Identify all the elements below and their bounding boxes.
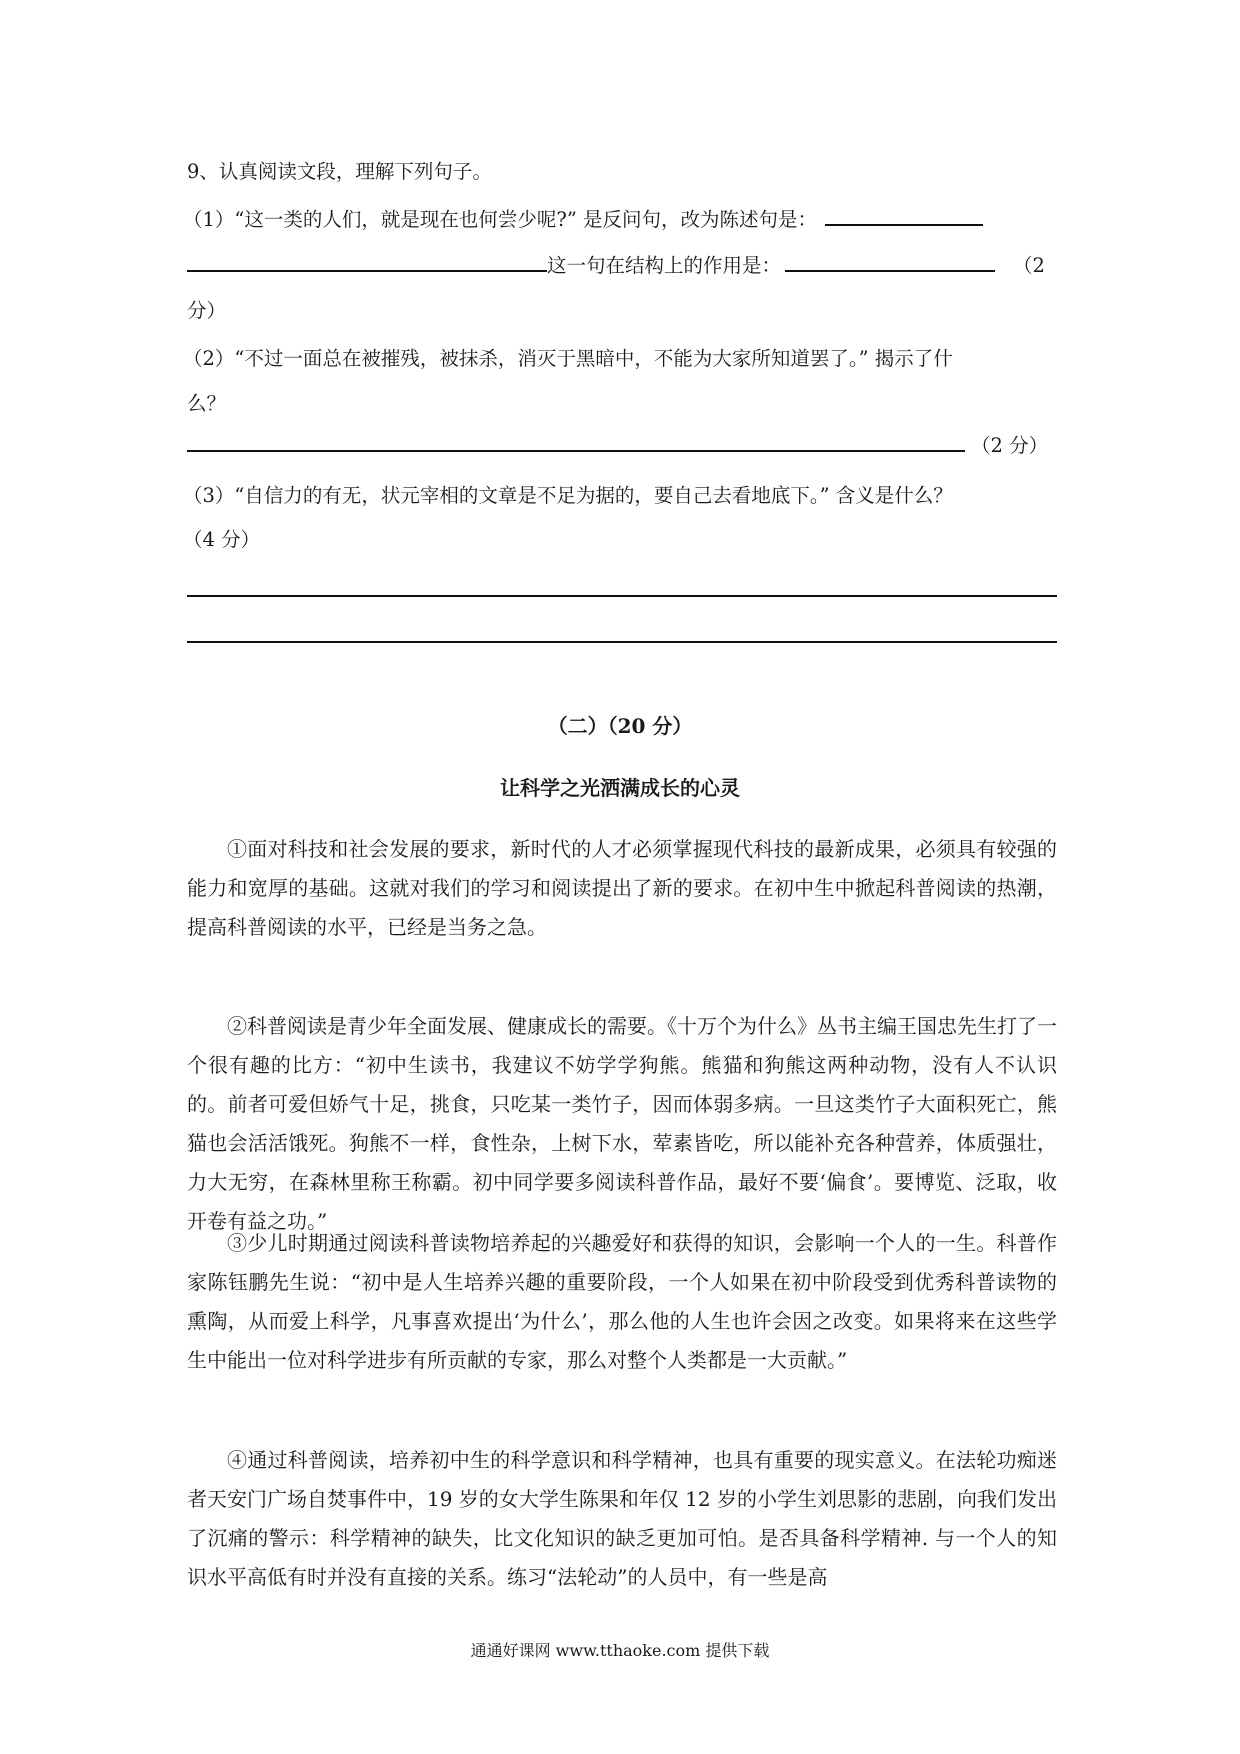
- question-9-1-score: （2: [1013, 254, 1045, 277]
- section-header: （二）（20 分）: [547, 714, 693, 738]
- answer-blank-9-1b[interactable]: [187, 252, 547, 272]
- question-9-1-structure: [187, 252, 1045, 280]
- article-title: 让科学之光洒满成长的心灵: [500, 776, 740, 800]
- paragraph-3: ③少儿时期通过阅读科普读物培养起的兴趣爱好和获得的知识，会影响一个人的一生。科普作家陈钰鹏先生说：“初中是人生培养兴趣的重要阶段，一个人如果在初中阶段受到优秀科普读物的熏陶，从而爱上科学，凡事喜欢提出‘为什么’，那么他的人生也许会因之改变。如果将来在这些学生中能出一位对科学进步有所贡献的专家，那么对整个人类都是一大贡献。”: [187, 1231, 1057, 1372]
- question-9-title: 9、认真阅读文段，理解下列句子。: [187, 160, 492, 183]
- answer-blank-9-1a[interactable]: [825, 206, 983, 226]
- question-9-1-structure-text: 这一句在结构上的作用是：: [547, 254, 782, 277]
- question-9-3-score: （4 分）: [183, 528, 261, 551]
- paragraph-4: ④通过科普阅读，培养初中生的科学意识和科学精神，也具有重要的现实意义。在法轮功痴迷者天安门广场自焚事件中，19 岁的女大学生陈果和年仅 12 岁的小学生刘思影的悲剧，向我们发出了沉痛的警示：科学精神的缺失，比文化知识的缺乏更加可怕。是否具备科学精神. 与一个人的知识水平高低有时并没有直接的关系。练习“法轮动”的人员中，有一些是高: [187, 1448, 1057, 1589]
- question-9-2-answer: [187, 432, 1048, 460]
- answer-blank-9-1c[interactable]: [785, 252, 995, 272]
- question-9-2-text: （2）“不过一面总在被摧残，被抹杀，消灭于黑暗中，不能为大家所知道罢了。” 揭示了什: [183, 347, 953, 370]
- question-9-3-text: （3）“自信力的有无，状元宰相的文章是不足为据的，要自己去看地底下。” 含义是什么？: [183, 484, 953, 507]
- page-footer: 通通好课网 www.tthaoke.com 提供下载: [470, 1641, 770, 1660]
- answer-blank-9-2[interactable]: [187, 432, 965, 452]
- answer-line-9-3b[interactable]: [187, 641, 1057, 643]
- paragraph-1: ①面对科技和社会发展的要求，新时代的人才必须掌握现代科技的最新成果，必须具有较强的能力和宽厚的基础。这就对我们的学习和阅读提出了新的要求。在初中生中掀起科普阅读的热潮，提高科普阅读的水平，已经是当务之急。: [187, 837, 1057, 939]
- question-9-2-text-cont: 么？: [187, 392, 227, 415]
- question-9-1-score-cont: 分）: [187, 299, 227, 322]
- question-9-1-text: （1）“这一类的人们，就是现在也何尝少呢?” 是反问句，改为陈述句是：: [183, 208, 817, 231]
- question-9-1-prompt: [183, 206, 983, 234]
- answer-line-9-3a[interactable]: [187, 595, 1057, 597]
- paragraph-2: ②科普阅读是青少年全面发展、健康成长的需要。《十万个为什么》丛书主编王国忠先生打了一个很有趣的比方：“初中生读书，我建议不妨学学狗熊。熊猫和狗熊这两种动物，没有人不认识的。前者可爱但娇气十足，挑食，只吃某一类竹子，因而体弱多病。一旦这类竹子大面积死亡，熊猫也会活活饿死。狗熊不一样，食性杂，上树下水，荤素皆吃，所以能补充各种营养，体质强壮，力大无穷，在森林里称王称霸。初中同学要多阅读科普作品，最好不要‘偏食’。要博览、泛取，收开卷有益之功。”: [187, 1014, 1057, 1233]
- question-9-2-score: （2 分）: [971, 434, 1049, 457]
